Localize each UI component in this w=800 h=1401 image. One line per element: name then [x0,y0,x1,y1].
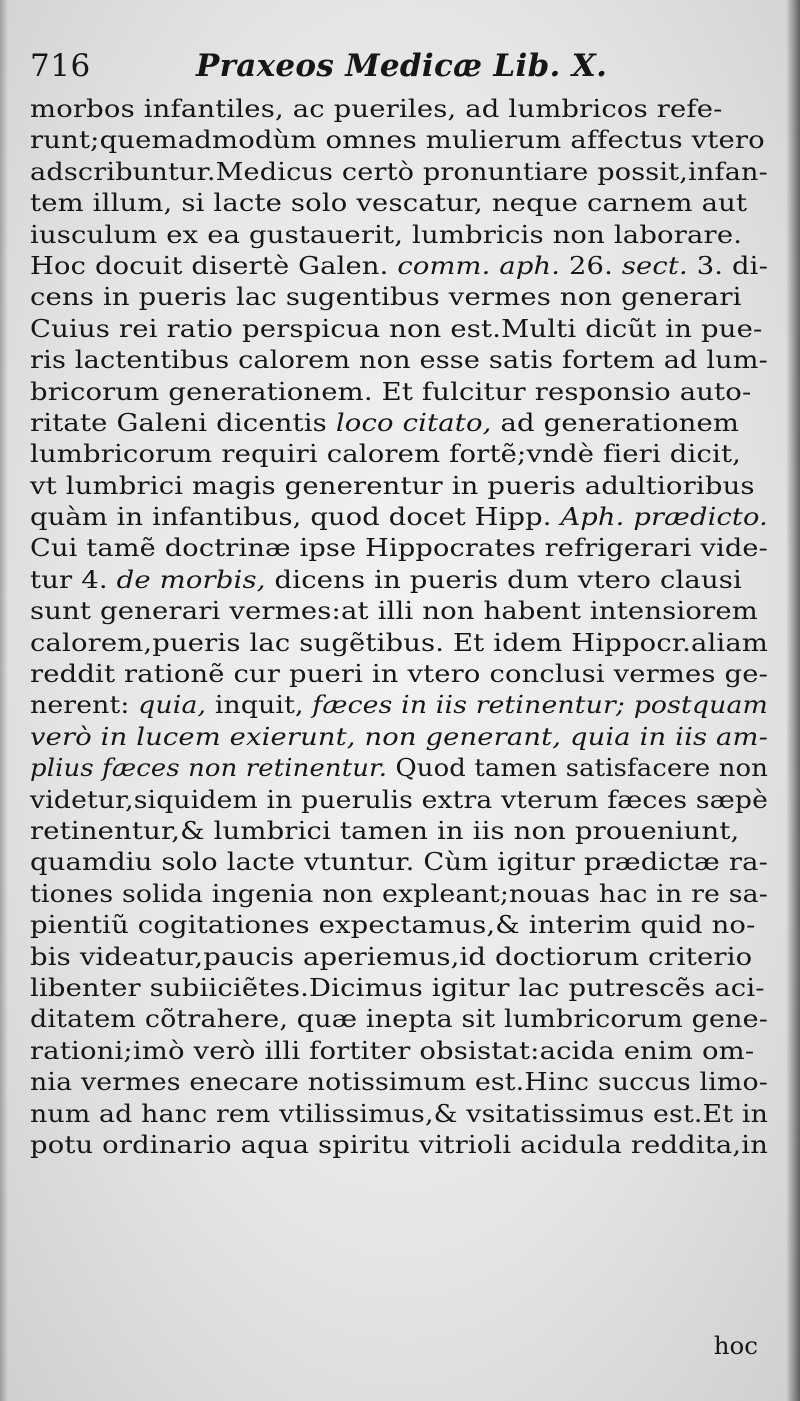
text-line [30,532,768,563]
text-line [30,281,768,312]
page-number: 716 [30,48,91,84]
line-text: Quod tamen satisfacere non [387,753,768,783]
line-text: pientiũ cogitationes expectamus,& interim quid no- [30,910,756,940]
italic-text: comm. aph. [397,250,561,280]
italic-text: sect. [621,250,688,280]
text-line [30,93,768,124]
line-text: Hoc docuit disertè Galen. [30,250,398,280]
text-line [30,878,768,909]
line-text: iusculum ex ea gustauerit, lumbricis non laborare. [30,219,743,249]
text-line [30,313,768,344]
line-text: 3. di- [687,250,768,280]
line-text: runt;quemadmodùm omnes mulierum affectus vtero [30,125,765,155]
page-header [30,48,770,94]
line-text: sunt generari vermes:at illi non habent intensiorem [30,596,758,626]
body-text [30,93,768,1160]
running-head: Praxeos Medicæ Lib. X. [196,48,608,84]
text-line [30,941,768,972]
text-line [30,815,768,846]
line-text: inquit, [206,690,313,720]
text-line [30,187,768,218]
text-line [30,1035,768,1066]
line-text: Cui tamẽ doctrinæ ipse Hippocrates refrigerari vide- [30,533,768,563]
text-line [30,909,768,940]
line-text: tur 4. [30,564,117,594]
line-text: bis videatur,paucis aperiemus,id doctiorum criterio [30,941,753,971]
line-text: dicens in pueris dum vtero clausi [265,564,742,594]
line-text: vt lumbrici magis generentur in pueris adultioribus [30,470,755,500]
text-line [30,1129,768,1160]
text-line [30,376,768,407]
line-text: reddit rationẽ cur pueri in vtero conclusi vermes ge- [30,659,768,689]
text-line [30,344,768,375]
line-text: libenter subiiciẽtes.Dicimus igitur lac putrescẽs aci- [30,972,765,1002]
line-text: adscribuntur.Medicus certò pronuntiare possit,infan- [30,156,768,186]
text-line [30,407,768,438]
text-line [30,595,768,626]
line-text: potu ordinario aqua spiritu vitrioli acidula reddita,in [30,1129,768,1159]
line-text: ditatem cõtrahere, quæ inepta sit lumbricorum gene- [30,1004,768,1034]
line-text: calorem,pueris lac sugẽtibus. Et idem Hippocr.aliam [30,627,768,657]
line-text: nerent: [30,690,139,720]
text-line [30,627,768,658]
text-line [30,972,768,1003]
line-text: videtur,siquidem in puerulis extra vterum fæces sæpè [30,784,768,814]
line-text: tem illum, si lacte solo vescatur, neque carnem aut [30,188,748,218]
text-line [30,438,768,469]
text-line [30,250,768,281]
line-text: ad generationem [491,407,740,437]
italic-text: fæces in iis retinentur; postquam [312,690,768,720]
italic-text: plius fæces non retinentur. [30,753,388,783]
text-line [30,501,768,532]
text-line [30,156,768,187]
line-text: tiones solida ingenia non expleant;nouas hac in re sa- [30,878,768,908]
text-line [30,470,768,501]
italic-text: de morbis, [116,564,266,594]
italic-text: loco citato, [335,407,492,437]
catchword: hoc [713,1331,758,1360]
line-text: quamdiu solo lacte vtuntur. Cùm igitur prædictæ ra- [30,847,769,877]
line-text: cens in pueris lac sugentibus vermes non generari [30,282,742,312]
text-line [30,784,768,815]
line-text: Cuius rei ratio perspicua non est.Multi dicũt in pue- [30,313,763,343]
line-text: num ad hanc rem vtilissimus,& vsitatissimus est.Et in [30,1098,768,1128]
line-text: ris lactentibus calorem non esse satis fortem ad lum- [30,345,769,375]
text-line [30,658,768,689]
text-line [30,752,768,783]
line-text: rationi;imò verò illi fortiter obsistat:acida enim om- [30,1035,755,1065]
line-text: retinentur,& lumbrici tamen in iis non proueniunt, [30,815,740,845]
italic-text: quia, [138,690,207,720]
text-line [30,1098,768,1129]
line-text: morbos infantiles, ac pueriles, ad lumbricos refe- [30,94,723,123]
line-text: bricorum generationem. Et fulcitur responsio auto- [30,376,752,406]
line-text: 26. [560,250,622,280]
text-line [30,689,768,720]
text-line [30,721,768,752]
line-text: nia vermes enecare notissimum est.Hinc succus limo- [30,1067,768,1097]
line-text: lumbricorum requiri calorem fortẽ;vndè fieri dicit, [30,439,742,469]
italic-text: verò in lucem exierunt, non generant, quia in iis am- [30,721,768,751]
text-line [30,1003,768,1034]
text-line [30,564,768,595]
text-line [30,219,768,250]
text-line [30,1066,768,1097]
line-text: ritate Galeni dicentis [30,407,336,437]
text-line [30,124,768,155]
italic-text: Aph. prædicto. [560,502,768,532]
text-line [30,846,768,877]
line-text: quàm in infantibus, quod docet Hipp. [30,502,561,532]
